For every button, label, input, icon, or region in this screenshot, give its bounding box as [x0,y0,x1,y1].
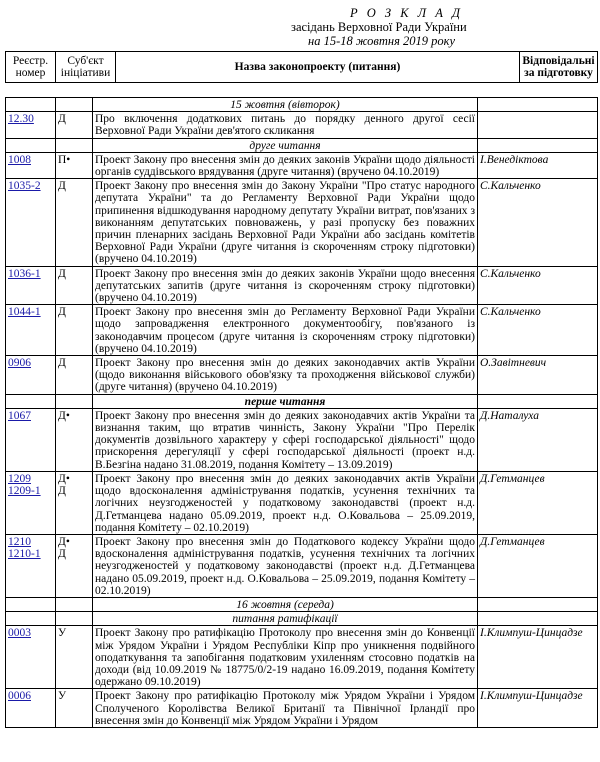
reg-number-cell [6,471,56,534]
column-header-table [5,51,598,83]
responsible-person: І.Венедіктова [478,152,598,178]
subject-value: Д• [58,535,70,548]
subject-cell [56,179,93,266]
section-row-blank-resp [478,138,598,152]
bill-description: Про включення додаткових питань до порядку денного другої сесії Верховної Ради України дев'ятого скликання [93,112,478,138]
bill-row [6,179,598,266]
section-row-blank-reg [6,98,56,112]
section-row-blank-reg [6,138,56,152]
reg-number-link[interactable]: 1035-2 [8,180,41,193]
bill-row [6,689,598,728]
subject-cell [56,534,93,597]
subject-value: Д [58,548,66,561]
section-heading: питання ратифікації [93,612,478,626]
responsible-person: І.Климпуш-Цинцадзе [478,689,598,728]
bill-row [6,534,598,597]
section-row-blank-subject [56,98,93,112]
reg-number-cell [6,305,56,356]
reg-number-link[interactable]: 1067 [8,409,31,422]
subject-value: У [58,627,67,640]
section-heading: друге читання [93,138,478,152]
bill-row [6,408,598,471]
responsible-person: О.Завітневич [478,356,598,395]
reg-number-link[interactable]: 1036-1 [8,267,41,280]
bill-row [6,305,598,356]
bill-description: Проект Закону про внесення змін до деяких законодавчих актів України (щодо виконання військового обов'язку та проходження військової служби) (друге читання) (вручено 04.10.2019) [93,356,478,395]
section-row-blank-resp [478,612,598,626]
title-rozklad: Р О З К Л А Д [350,6,463,20]
subject-value: Д [58,267,66,280]
section-row [6,98,598,112]
responsible-person: С.Кальченко [478,266,598,305]
section-row-blank-subject [56,394,93,408]
section-row-blank-resp [478,597,598,611]
subject-cell [56,112,93,138]
responsible-person: С.Кальченко [478,305,598,356]
section-heading: перше читання [93,394,478,408]
subject-value: Д• [58,409,70,422]
reg-number-cell [6,266,56,305]
subject-cell [56,626,93,689]
reg-number-link[interactable]: 1209 [8,472,31,485]
reg-number-link[interactable]: 1209-1 [8,485,41,498]
reg-number-link[interactable]: 1008 [8,153,31,166]
schedule-table [5,97,598,728]
bill-description: Проект Закону про внесення змін до Податкового кодексу України щодо вдосконалення адміністрування податків, усунення технічних та логічних неузгодженостей у податковому законодавстві (проект н.д. Д.Гетманцева надано 05.09.2019, проект н.д. О.Ковальова – 25.09.2019, подання Комітету – 02.10.2019) [93,534,478,597]
bill-description: Проект Закону про внесення змін до деяких законодавчих актів України та визнання таким, що втратив чинність, Закону України "Про Перелік документів дозвільного характеру у сфері господарської діяльності" щодо прискорення дерегуляції у сфері господарської діяльності (проект н.д. В.Безгіна надано 31.08.2019, подання Комітету – 13.09.2019) [93,408,478,471]
bill-row [6,471,598,534]
bill-row [6,356,598,395]
bill-description: Проект Закону про внесення змін до деяких законів України щодо внесення депутатських запитів (друге читання із скороченням строку підготовки) (вручено 04.10.2019) [93,266,478,305]
reg-number-cell [6,408,56,471]
section-row-blank-resp [478,394,598,408]
responsible-person: С.Кальченко [478,179,598,266]
subject-cell [56,266,93,305]
subject-value: Д [58,485,66,498]
bill-description: Проект Закону про внесення змін до деяких законів України щодо діяльності органів суддівського врядування (друге читання) (вручено 04.10.2019) [93,152,478,178]
section-row [6,394,598,408]
section-row [6,597,598,611]
bill-row [6,266,598,305]
subject-cell [56,408,93,471]
bill-description: Проект Закону про ратифікацію Протоколу між Урядом України і Урядом Сполученого Королівства Великої Британії та Північної Ірландії про внесення змін до Конвенції між Урядом України і Урядом [93,689,478,728]
subject-value: Д [58,180,66,193]
reg-number-link[interactable]: 1044-1 [8,306,41,319]
subject-value: Д [58,306,66,319]
subject-cell [56,305,93,356]
title-subtitle: засідань Верховної Ради України [291,20,467,34]
subject-value: У [58,690,67,703]
section-heading: 15 жовтня (вівторок) [93,98,478,112]
reg-number-link[interactable]: 1210-1 [8,548,41,561]
reg-number-cell [6,534,56,597]
reg-number-cell [6,152,56,178]
reg-number-link[interactable]: 0003 [8,627,31,640]
section-heading: 16 жовтня (середа) [93,597,478,611]
subject-cell [56,356,93,395]
responsible-person: Д.Наталуха [478,408,598,471]
responsible-person: Д.Гетманцев [478,471,598,534]
bill-description: Проект Закону про внесення змін до деяких законодавчих актів України щодо вдосконалення адміністрування податків, усунення технічних та логічних неузгодженостей у податковому законодавстві (проект н.д. Д.Гетманцева надано 05.09.2019, проект н.д. О.Ковальова – 25.09.2019, подання Комітету – 02.10.2019) [93,471,478,534]
section-row-blank-subject [56,138,93,152]
subject-value: Д [58,357,66,370]
reg-number-link[interactable]: 0906 [8,357,31,370]
bill-row [6,626,598,689]
column-header-reg: Реєстр. номер [6,52,56,83]
section-row [6,138,598,152]
subject-value: Д• [58,472,70,485]
reg-number-cell [6,179,56,266]
column-header-subject: Суб'єкт ініціативи [56,52,116,83]
reg-number-link[interactable]: 0006 [8,690,31,703]
bill-description: Проект Закону про ратифікацію Протоколу про внесення змін до Конвенції між Урядом України і Урядом Республіки Кіпр про уникнення подвійного оподаткування та запобігання податковим ухиленням стосовно податків на доходи (від 10.09.2019 № 18775/0/2-19 надано 16.09.2019, подання Комітету одержано 09.10.2019) [93,626,478,689]
column-header-name: Назва законопроекту (питання) [116,52,520,83]
section-row-blank-resp [478,98,598,112]
responsible-person: І.Климпуш-Цинцадзе [478,626,598,689]
section-row-blank-subject [56,612,93,626]
bill-description: Проект Закону про внесення змін до Закону України "Про статус народного депутата України" та до Регламенту Верховної Ради України щодо припинення відшкодування народному депутату України витрат, пов'язаних з виконанням депутатських повноважень, у разі пропуску без поважних причин пленарних засідань Верховної Ради України або засідань комітетів Верховної Ради України (друге читання із скороченням строку підготовки) (вручено 04.10.2019) [93,179,478,266]
bill-row [6,112,598,138]
section-row-blank-reg [6,612,56,626]
section-row-blank-subject [56,597,93,611]
bill-row [6,152,598,178]
subject-value: Д [58,113,66,126]
responsible-person: Д.Гетманцев [478,534,598,597]
reg-number-cell [6,112,56,138]
section-row-blank-reg [6,597,56,611]
reg-number-link[interactable]: 12.30 [8,113,34,126]
subject-cell [56,471,93,534]
column-header-resp: Відповідальні за підготовку [520,52,598,83]
reg-number-cell [6,626,56,689]
reg-number-link[interactable]: 1210 [8,535,31,548]
section-row [6,612,598,626]
subject-cell [56,689,93,728]
responsible-person [478,112,598,138]
section-row-blank-reg [6,394,56,408]
reg-number-cell [6,689,56,728]
bill-description: Проект Закону про внесення змін до Регламенту Верховної Ради України щодо запровадження електронного документообігу, пов'язаного із законодавчим процесом (друге читання із скороченням строку підготовки) (вручено 04.10.2019) [93,305,478,356]
subject-cell [56,152,93,178]
reg-number-cell [6,356,56,395]
subject-value: П• [58,153,71,166]
title-dates: на 15-18 жовтня 2019 року [308,34,456,48]
